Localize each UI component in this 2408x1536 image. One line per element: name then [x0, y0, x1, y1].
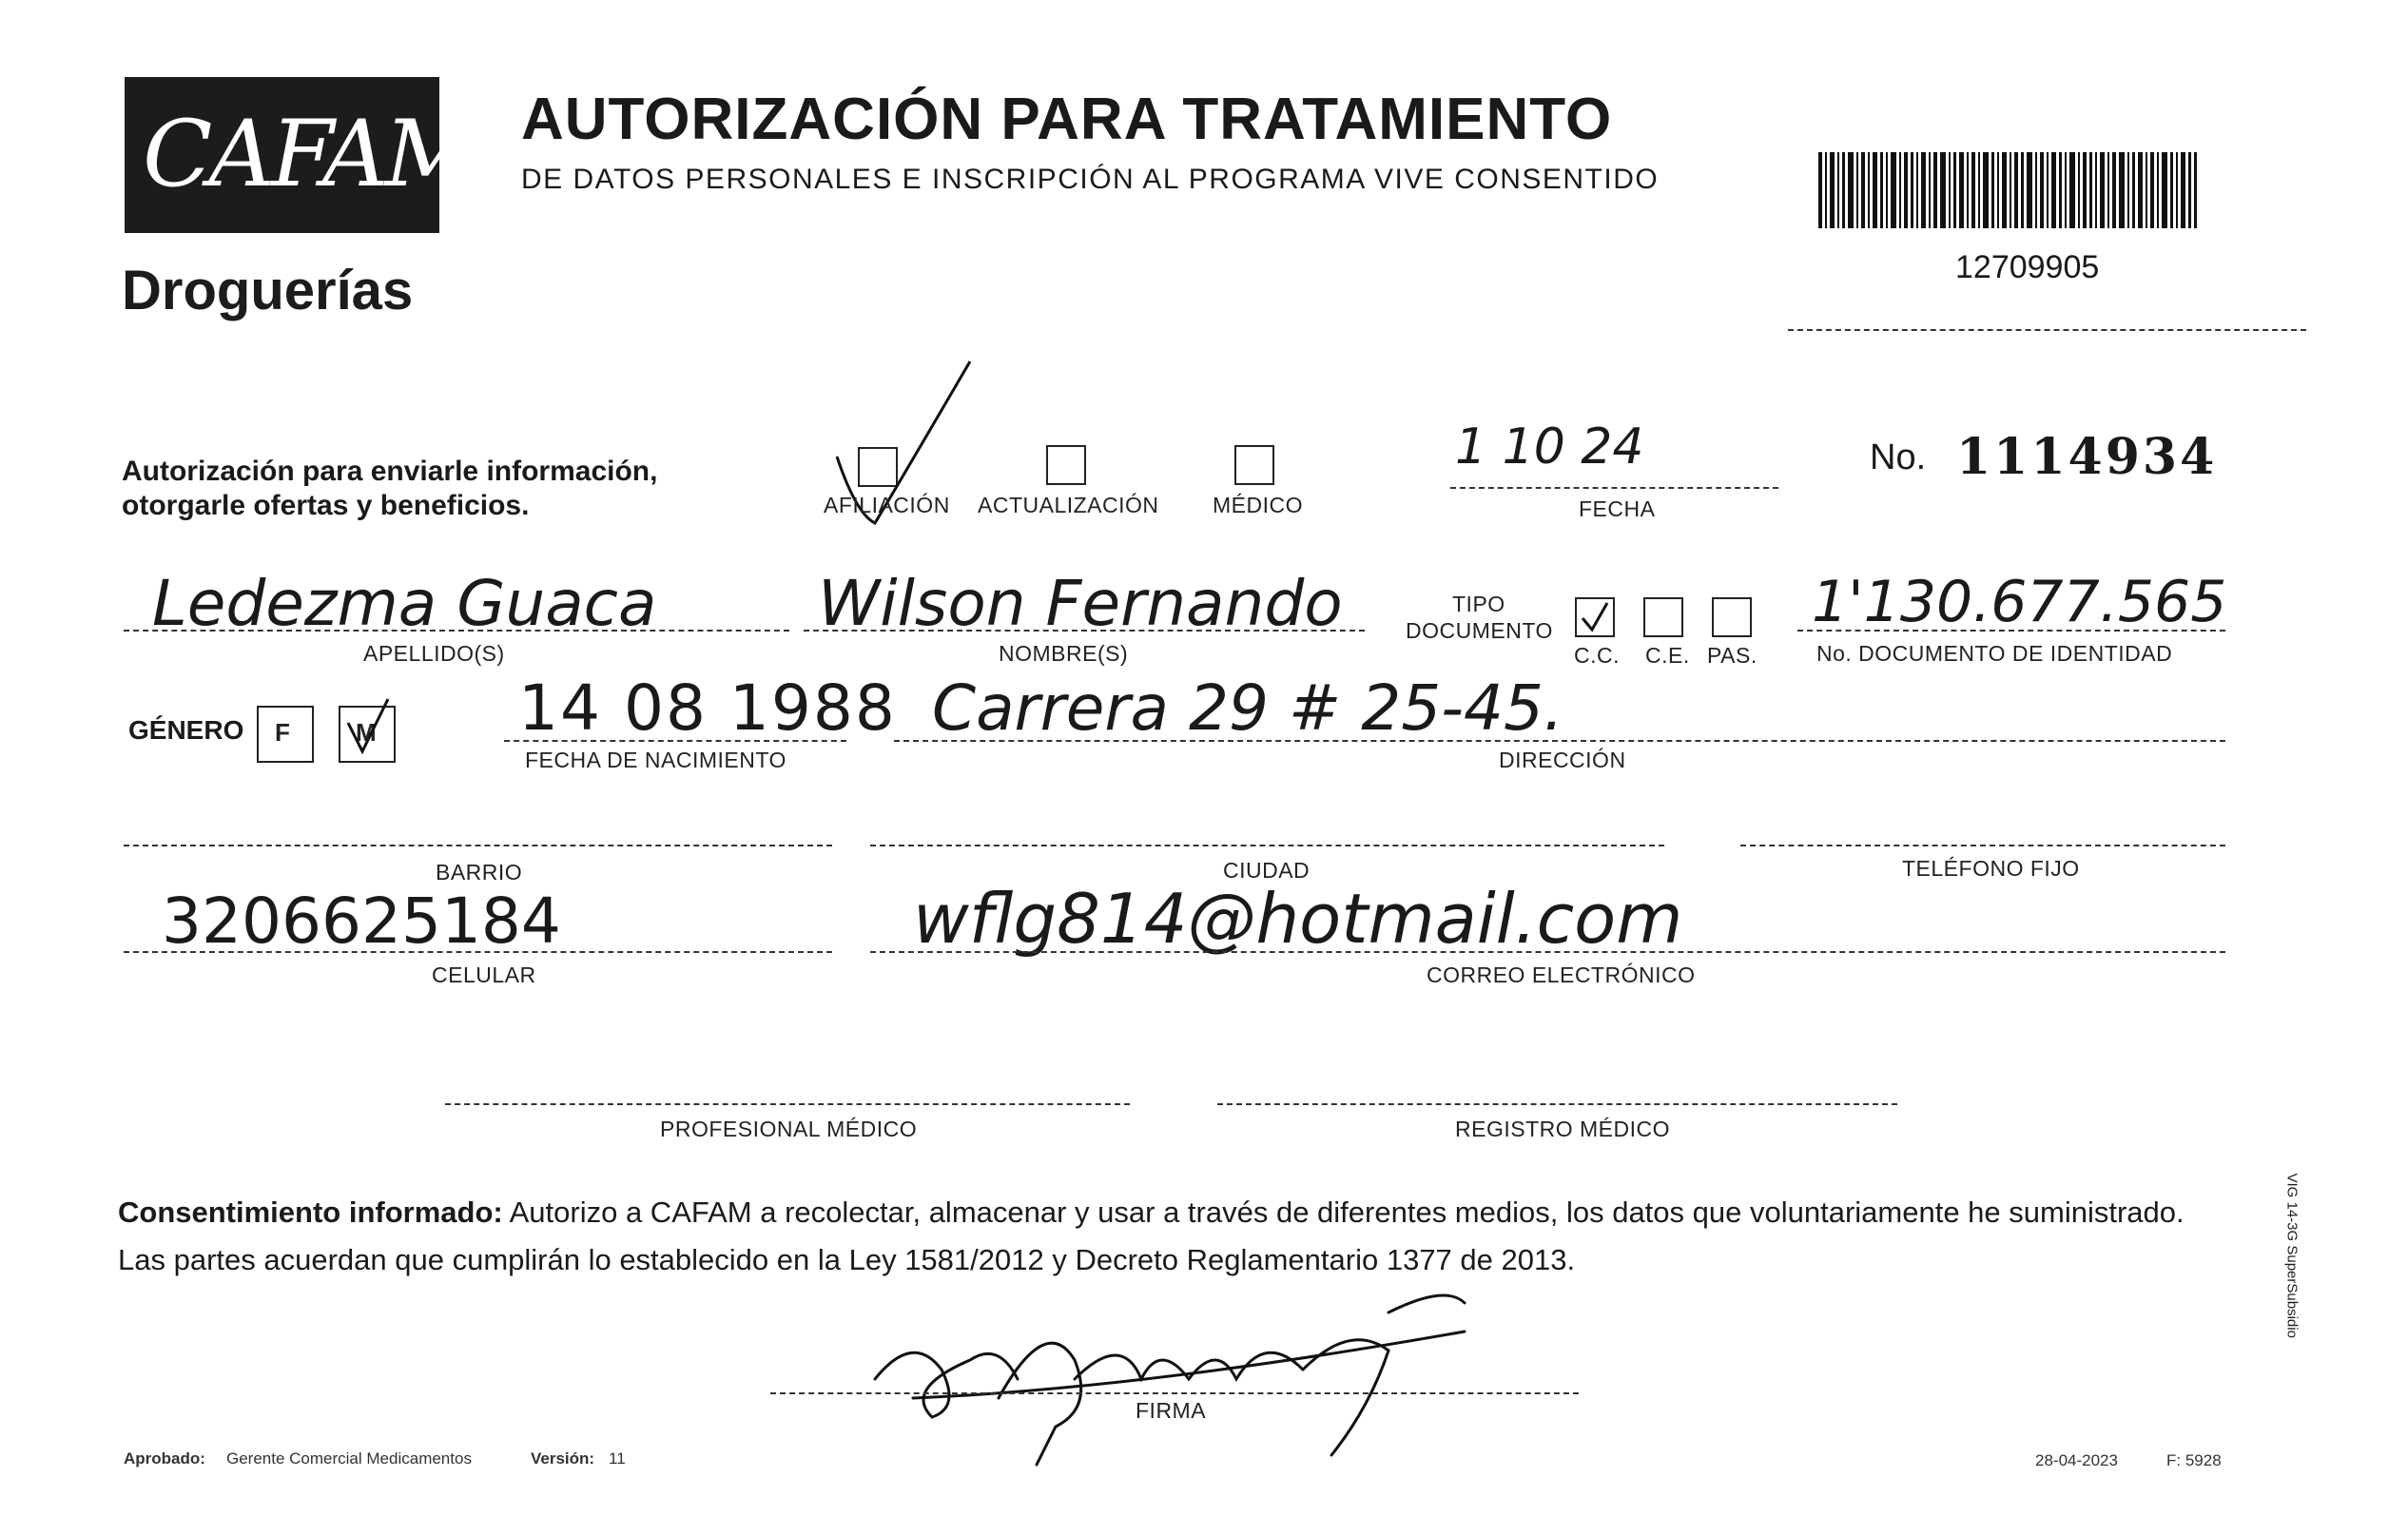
- side-vertical-text: [2273, 1173, 2311, 1389]
- authorization-intro-line2: otorgarle ofertas y beneficios.: [122, 490, 530, 521]
- documento-line: [1797, 630, 2225, 632]
- genero-m-label: M: [356, 718, 378, 747]
- footer-date: 28-04-2023: [2035, 1451, 2118, 1469]
- ciudad-line: [870, 845, 1664, 846]
- nombres-label: NOMBRE(S): [999, 641, 1129, 666]
- fecha-label: FECHA: [1579, 496, 1656, 521]
- actualizacion-checkbox[interactable]: [1046, 445, 1086, 485]
- firma-line: [770, 1392, 1579, 1394]
- checkmark-icon: [339, 694, 396, 761]
- form-title: AUTORIZACIÓN PARA TRATAMIENTO: [521, 87, 1613, 152]
- fecha-line: [1450, 487, 1778, 489]
- aprobado-label: Aprobado:: [124, 1449, 205, 1468]
- nombres-line: [804, 630, 1365, 632]
- consent-line2: Las partes acuerdan que cumplirán lo establecido en la Ley 1581/2012 y Decreto Reglamentario 1377 de 2013.: [118, 1243, 1576, 1276]
- logo-text: CAFAM: [143, 101, 475, 207]
- barcode-icon: [1818, 152, 2197, 228]
- documento-type-label: DOCUMENTO: [1406, 618, 1553, 643]
- documento-value: 1'130.677.565: [1812, 569, 2227, 635]
- profesional-label: PROFESIONAL MÉDICO: [660, 1117, 918, 1141]
- barrio-label: BARRIO: [436, 860, 523, 885]
- consent-line1: Autorizo a CAFAM a recolectar, almacenar y usar a través de diferentes medios, los datos que voluntariamente he suministrado.: [502, 1196, 2185, 1229]
- checkmark-icon: [1579, 601, 1611, 633]
- consent-heading: Consentimiento informado:: [118, 1196, 503, 1229]
- form-number-label: No.: [1870, 437, 1927, 477]
- celular-label: CELULAR: [432, 962, 536, 987]
- authorization-intro-line1: Autorización para enviarle información,: [122, 456, 658, 487]
- genero-f-label: F: [275, 718, 291, 747]
- correo-value: wflg814@hotmail.com: [913, 879, 1683, 959]
- tipo-label: TIPO: [1452, 592, 1505, 616]
- afiliacion-label: AFILIACIÓN: [824, 493, 950, 517]
- ciudad-label: CIUDAD: [1223, 858, 1311, 883]
- barrio-line: [124, 845, 832, 846]
- fecha-value: 1 10 24: [1455, 418, 1644, 476]
- documento-label: No. DOCUMENTO DE IDENTIDAD: [1816, 641, 2173, 666]
- direccion-value: Carrera 29 # 25-45.: [932, 671, 1563, 745]
- medico-checkbox[interactable]: [1234, 445, 1274, 485]
- ce-label: C.E.: [1645, 643, 1690, 668]
- nombres-value: Wilson Fernando: [818, 567, 1343, 640]
- direccion-line: [894, 740, 2225, 742]
- apellidos-label: APELLIDO(S): [363, 641, 505, 666]
- nacimiento-line: [504, 740, 846, 742]
- version-label: Versión:: [531, 1449, 595, 1468]
- form-subtitle: DE DATOS PERSONALES E INSCRIPCIÓN AL PROGRAMA VIVE CONSENTIDO: [521, 164, 1660, 195]
- ce-checkbox[interactable]: [1643, 597, 1683, 637]
- pas-checkbox[interactable]: [1712, 597, 1752, 637]
- medico-label: MÉDICO: [1213, 493, 1303, 517]
- celular-value: 3206625184: [162, 885, 561, 958]
- pas-label: PAS.: [1707, 643, 1757, 668]
- nacimiento-value: 14 08 1988: [518, 671, 897, 745]
- genero-label: GÉNERO: [128, 715, 244, 745]
- form-number: 1114934: [1956, 428, 2218, 486]
- apellidos-value: Ledezma Guaca: [152, 567, 657, 640]
- telefono-line: [1740, 845, 2225, 846]
- apellidos-line: [124, 630, 789, 632]
- aprobado-value: Gerente Comercial Medicamentos: [226, 1449, 472, 1468]
- version-value: 11: [609, 1449, 626, 1468]
- consent-text: [118, 1189, 2334, 1284]
- nacimiento-label: FECHA DE NACIMIENTO: [525, 748, 786, 772]
- divider: [1788, 329, 2306, 331]
- correo-label: CORREO ELECTRÓNICO: [1427, 962, 1696, 987]
- signature-image: [856, 1274, 1503, 1484]
- direccion-label: DIRECCIÓN: [1499, 748, 1626, 772]
- cc-checkbox[interactable]: [1575, 597, 1615, 637]
- form-code: F: 5928: [2166, 1451, 2222, 1469]
- registro-label: REGISTRO MÉDICO: [1455, 1117, 1671, 1141]
- barcode-number: 12709905: [1955, 249, 2100, 285]
- profesional-line: [445, 1103, 1130, 1105]
- actualizacion-label: ACTUALIZACIÓN: [978, 493, 1159, 517]
- side-text: VIG 14-3G SuperSubsidio: [2283, 1173, 2301, 1338]
- telefono-label: TELÉFONO FIJO: [1902, 856, 2080, 881]
- cc-label: C.C.: [1574, 643, 1620, 668]
- registro-line: [1217, 1103, 1897, 1105]
- brand-subtitle: Droguerías: [122, 260, 414, 321]
- firma-label: FIRMA: [1136, 1398, 1207, 1423]
- correo-line: [870, 951, 2225, 953]
- celular-line: [124, 951, 832, 953]
